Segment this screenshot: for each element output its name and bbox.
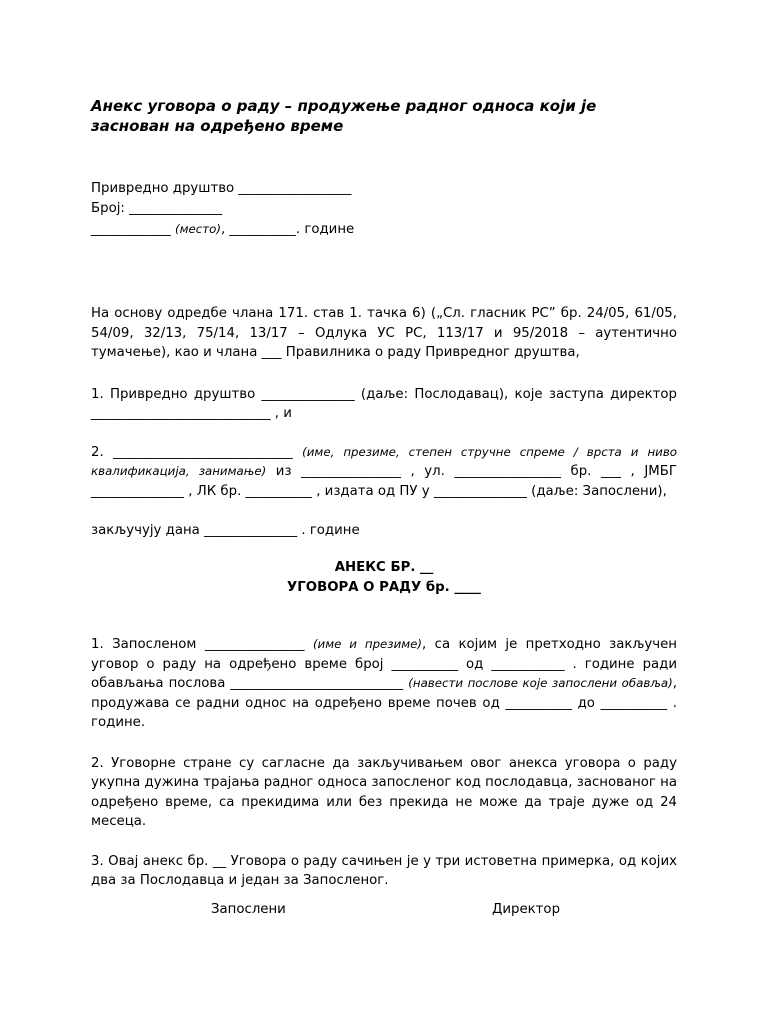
- party-employee: [91, 443, 677, 502]
- intro-paragraph: На основу одредбе члана 171. став 1. тачка 6) („Сл. гласник РС” бр. 24/05, 61/05, 54/09, 32/13, 75/14, 13/17 – Одлука УС РС, 113/17 и 95/2018 – аутентично тумачење), као и члана ___ Правилника о раду Привредног друштва,: [91, 306, 677, 360]
- article-1-note-name: (име и презиме): [312, 637, 423, 651]
- number-line: Број: ______________: [91, 201, 223, 216]
- signature-director: Директор: [492, 902, 561, 917]
- party-employee-note: (име, презиме, степен стручне спреме / врста и ниво квалификација, занимање): [91, 444, 678, 478]
- party-employee-details: из _______________ , ул. ________________ бр. ___ , ЈМБГ ______________ , ЛК бр. __________ , издата од ПУ у ______________ (даље: Запослени),: [91, 464, 678, 499]
- article-1-end: , продужава се радни однос на одређено време почев од __________ до __________ . године.: [91, 676, 677, 730]
- article-1-start: 1. Запосленом _______________: [91, 637, 313, 652]
- annex-heading: АНЕКС БР. __: [334, 560, 434, 575]
- article-1: [91, 635, 677, 733]
- party-employer: 1. Привредно друштво ______________ (даље: Послодавац), које заступа директор ___________________________ , и: [91, 386, 677, 421]
- date-rest: , __________. године: [220, 222, 355, 237]
- article-2: 2. Уговорне стране су сагласне да закључивањем овог анекса уговора о раду укупна дужина трајања радног односа запосленог код послодавца, заснованог на одређено време, са прекидима или без прекида не може да траје дуже од 24 месеца.: [91, 755, 677, 829]
- place-note: (место): [175, 222, 221, 236]
- article-1-middle: , са којим је претходно закључен уговор о раду на одређено време број __________ од ___________ . године ради обављања послова __________________________: [91, 637, 677, 691]
- place-date-line: [91, 219, 677, 240]
- article-1-note-duties: (навести послове које запослени обавља): [408, 676, 673, 690]
- article-3: 3. Овај анекс бр. __ Уговора о раду сачињен је у три истоветна примерка, од којих два за Послодавца и један за Запосленог.: [91, 853, 677, 888]
- document-page: [91, 96, 677, 891]
- document-title: Анекс уговора о раду – продужење радног односа који је заснован на одређено време: [91, 97, 597, 135]
- place-blank: ____________: [91, 222, 176, 237]
- company-line: Привредно друштво _________________: [91, 181, 352, 196]
- party-employee-name-blank: 2. ___________________________: [91, 444, 303, 460]
- conclude-date: ______________ . године: [199, 523, 360, 538]
- conclude-text: закључују дана: [91, 523, 200, 538]
- signature-employee: Запослени: [211, 902, 286, 917]
- contract-heading: УГОВОРА О РАДУ бр. ____: [287, 580, 481, 595]
- conclude-line: [91, 521, 677, 541]
